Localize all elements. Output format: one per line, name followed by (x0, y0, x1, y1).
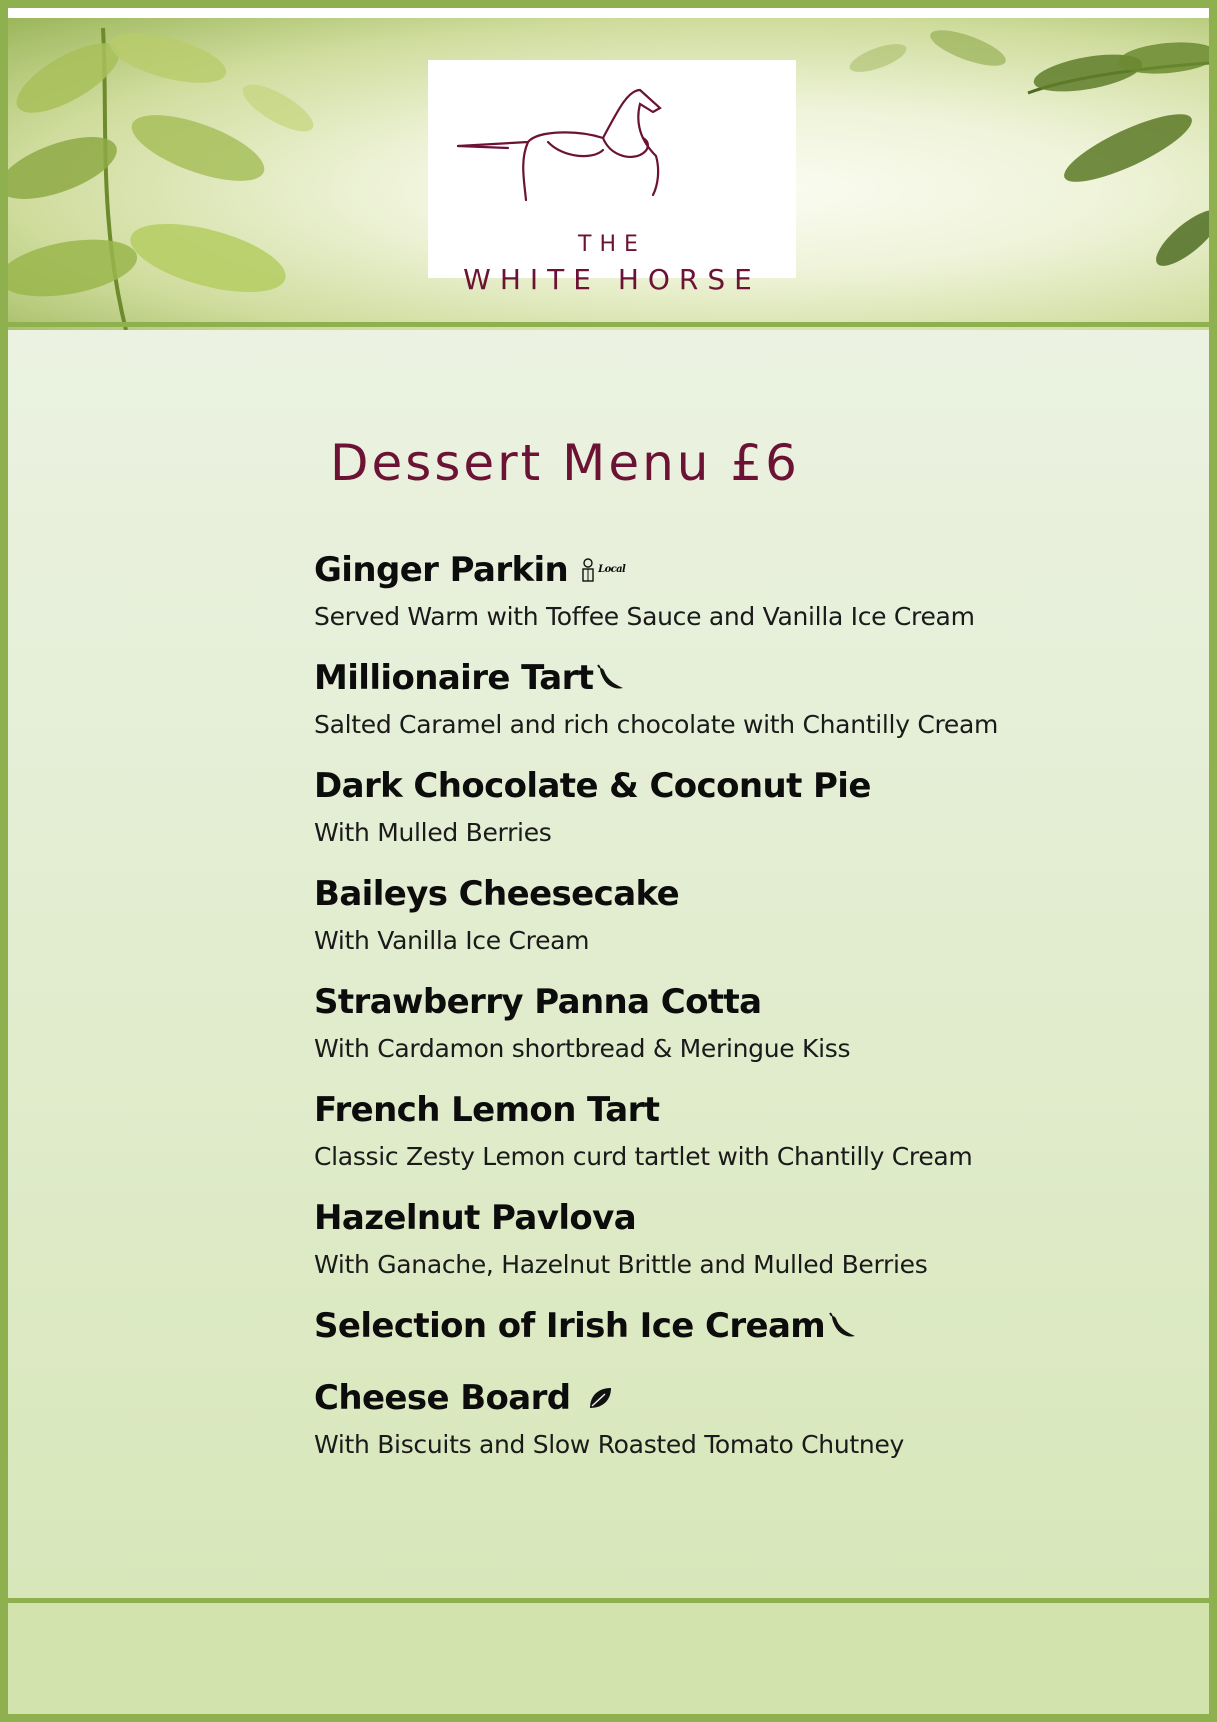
list-item (314, 1306, 1134, 1346)
list-item (314, 874, 1134, 956)
logo-the-text: THE (578, 232, 646, 257)
item-name: Selection of Irish Ice Cream (314, 1306, 826, 1346)
local-badge-label: Local (598, 564, 626, 575)
list-item (314, 766, 1134, 848)
list-item (314, 1198, 1134, 1280)
banner-divider (8, 322, 1209, 327)
list-item (314, 658, 1134, 740)
item-name: Dark Chocolate & Coconut Pie (314, 766, 871, 806)
list-item (314, 1090, 1134, 1172)
list-item (314, 550, 1134, 632)
menu-page (8, 8, 1209, 1714)
item-description: With Cardamon shortbread & Meringue Kiss (314, 1034, 851, 1063)
item-description: Served Warm with Toffee Sauce and Vanilla Ice Cream (314, 602, 975, 631)
item-name: Millionaire Tart (314, 658, 594, 698)
footer-band (8, 1603, 1209, 1714)
item-description: With Mulled Berries (314, 818, 552, 847)
list-item (314, 982, 1134, 1064)
logo (428, 60, 796, 296)
item-name: French Lemon Tart (314, 1090, 660, 1130)
logo-name-text: WHITE HORSE (463, 263, 761, 296)
item-description: With Vanilla Ice Cream (314, 926, 590, 955)
item-name: Cheese Board (314, 1378, 571, 1418)
item-description: Classic Zesty Lemon curd tartlet with Chantilly Cream (314, 1142, 973, 1171)
chili-icon (829, 1312, 857, 1340)
item-description: Salted Caramel and rich chocolate with Chantilly Cream (314, 710, 999, 739)
local-producer-icon (580, 550, 625, 590)
item-name: Ginger Parkin (314, 550, 569, 590)
header-banner (8, 18, 1209, 330)
leaf-icon (587, 1385, 613, 1411)
top-border (8, 8, 1209, 18)
dessert-list (314, 550, 1134, 1460)
item-name: Strawberry Panna Cotta (314, 982, 762, 1022)
list-item (314, 1378, 1134, 1460)
item-name: Hazelnut Pavlova (314, 1198, 637, 1238)
item-description: With Ganache, Hazelnut Brittle and Mulled Berries (314, 1250, 928, 1279)
item-name: Baileys Cheesecake (314, 874, 680, 914)
chili-icon (597, 664, 625, 692)
item-description: With Biscuits and Slow Roasted Tomato Chutney (314, 1430, 905, 1459)
page-title: Dessert Menu £6 (330, 434, 800, 492)
